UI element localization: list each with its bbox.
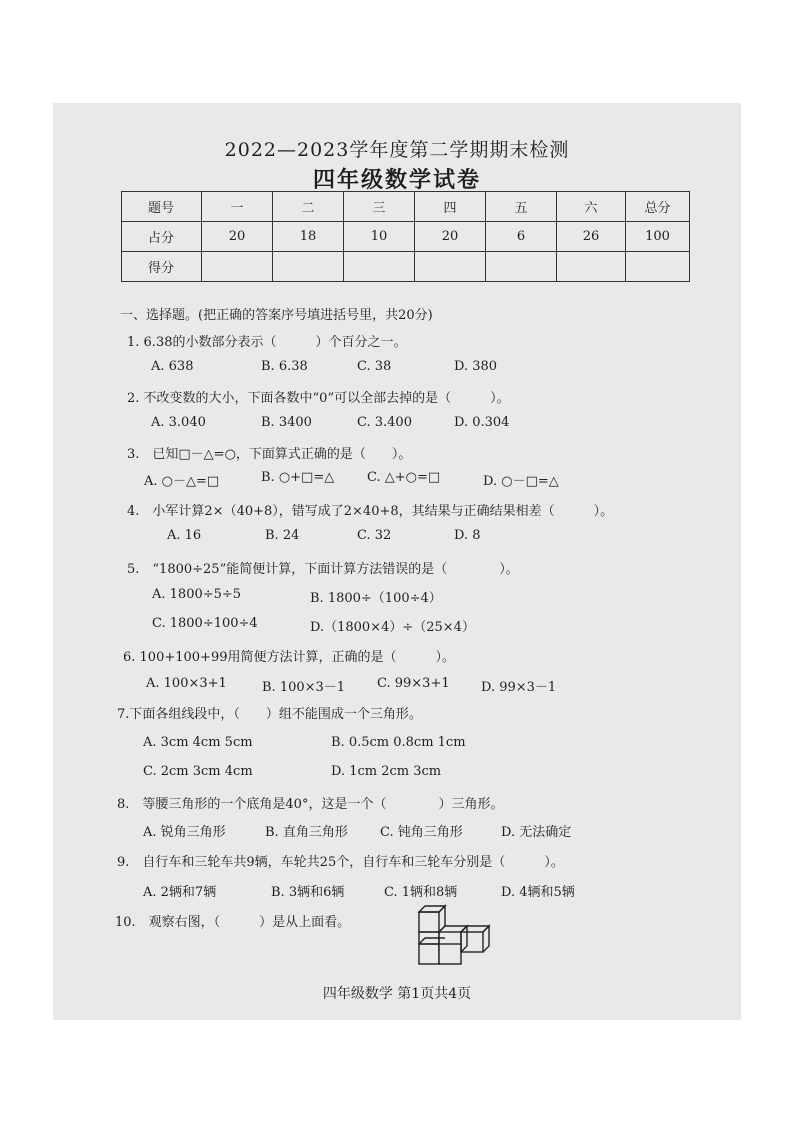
score-input-cell[interactable] bbox=[486, 252, 557, 282]
score-cell: 10 bbox=[344, 222, 415, 252]
score-cell: 一 bbox=[202, 192, 273, 222]
option-3c: C. △+○=□ bbox=[367, 470, 441, 485]
option-6c: C. 99×3+1 bbox=[377, 676, 450, 691]
option-2d: D. 0.304 bbox=[454, 415, 510, 430]
option-7c: C. 2cm 3cm 4cm bbox=[143, 764, 253, 779]
option-7a: A. 3cm 4cm 5cm bbox=[143, 735, 253, 750]
score-input-cell[interactable] bbox=[415, 252, 486, 282]
question-6: 6. 100+100+99用简便方法计算，正确的是（ ）。 bbox=[123, 650, 455, 665]
score-cell: 五 bbox=[486, 192, 557, 222]
score-cell: 6 bbox=[486, 222, 557, 252]
score-cell: 20 bbox=[415, 222, 486, 252]
exam-paper bbox=[53, 103, 741, 1020]
option-1c: C. 38 bbox=[357, 359, 392, 374]
option-1b: B. 6.38 bbox=[261, 359, 308, 374]
exam-title: 2022—2023学年度第二学期期末检测 bbox=[224, 139, 570, 161]
option-3b: B. ○+□=△ bbox=[261, 470, 335, 485]
option-9b: B. 3辆和6辆 bbox=[271, 885, 345, 900]
score-cell: 二 bbox=[273, 192, 344, 222]
option-3a: A. ○－△=□ bbox=[144, 474, 220, 489]
option-9d: D. 4辆和5辆 bbox=[501, 885, 575, 900]
score-table bbox=[121, 191, 690, 282]
score-cell: 20 bbox=[202, 222, 273, 252]
score-input-cell[interactable] bbox=[344, 252, 415, 282]
option-6b: B. 100×3－1 bbox=[262, 680, 346, 695]
option-2a: A. 3.040 bbox=[151, 415, 206, 430]
score-input-cell[interactable] bbox=[202, 252, 273, 282]
score-cell: 占分 bbox=[122, 222, 202, 252]
score-cell: 六 bbox=[557, 192, 626, 222]
option-2c: C. 3.400 bbox=[357, 415, 412, 430]
score-cell: 得分 bbox=[122, 252, 202, 282]
question-8: 8. 等腰三角形的一个底角是40°，这是一个（ ）三角形。 bbox=[117, 797, 504, 812]
score-cell: 总分 bbox=[626, 192, 690, 222]
option-5a: A. 1800÷5÷5 bbox=[152, 587, 242, 602]
option-2b: B. 3400 bbox=[261, 415, 312, 430]
option-6d: D. 99×3－1 bbox=[481, 680, 557, 695]
option-8c: C. 钝角三角形 bbox=[380, 825, 463, 840]
option-9a: A. 2辆和7辆 bbox=[143, 885, 217, 900]
option-5b: B. 1800÷（100÷4） bbox=[310, 591, 442, 606]
question-4: 4. 小军计算2×（40+8），错写成了2×40+8，其结果与正确结果相差（ ）。 bbox=[127, 504, 614, 519]
question-1: 1. 6.38的小数部分表示（ ）个百分之一。 bbox=[127, 335, 407, 350]
option-6a: A. 100×3+1 bbox=[146, 676, 227, 691]
option-7d: D. 1cm 2cm 3cm bbox=[331, 764, 442, 779]
score-cell: 26 bbox=[557, 222, 626, 252]
score-input-cell[interactable] bbox=[557, 252, 626, 282]
option-8b: B. 直角三角形 bbox=[265, 825, 348, 840]
score-input-cell[interactable] bbox=[626, 252, 690, 282]
question-7: 7.下面各组线段中，（ ）组不能围成一个三角形。 bbox=[117, 707, 422, 722]
score-input-cell[interactable] bbox=[273, 252, 344, 282]
option-4b: B. 24 bbox=[265, 528, 300, 543]
option-5d: D.（1800×4）÷（25×4） bbox=[310, 620, 475, 635]
score-table-row-points bbox=[122, 222, 690, 252]
score-cell: 18 bbox=[273, 222, 344, 252]
option-1a: A. 638 bbox=[151, 359, 194, 374]
exam-subtitle: 四年级数学试卷 bbox=[312, 167, 481, 193]
option-8a: A. 锐角三角形 bbox=[143, 825, 226, 840]
score-table-row-earned bbox=[122, 252, 690, 282]
option-9c: C. 1辆和8辆 bbox=[384, 885, 458, 900]
question-9: 9. 自行车和三轮车共9辆，车轮共25个，自行车和三轮车分别是（ ）。 bbox=[117, 855, 564, 870]
question-2: 2. 不改变数的大小，下面各数中“0”可以全部去掉的是（ ）。 bbox=[127, 391, 510, 406]
section-heading: 一、选择题。(把正确的答案序号填进括号里，共20分) bbox=[120, 308, 433, 323]
option-7b: B. 0.5cm 0.8cm 1cm bbox=[331, 735, 466, 750]
question-3: 3. 已知□－△=○，下面算式正确的是（ ）。 bbox=[127, 447, 412, 462]
score-cell: 四 bbox=[415, 192, 486, 222]
option-4a: A. 16 bbox=[167, 528, 202, 543]
score-cell: 三 bbox=[344, 192, 415, 222]
page-footer: 四年级数学 第1页共4页 bbox=[322, 986, 472, 1002]
option-5c: C. 1800÷100÷4 bbox=[152, 616, 258, 631]
option-3d: D. ○－□=△ bbox=[483, 474, 559, 489]
score-table-row-header bbox=[122, 192, 690, 222]
option-4c: C. 32 bbox=[357, 528, 392, 543]
option-1d: D. 380 bbox=[454, 359, 498, 374]
cube-stack-figure bbox=[413, 899, 503, 969]
option-4d: D. 8 bbox=[454, 528, 481, 543]
score-cell: 题号 bbox=[122, 192, 202, 222]
question-5: 5. “1800÷25”能简便计算，下面计算方法错误的是（ ）。 bbox=[127, 562, 519, 577]
score-cell: 100 bbox=[626, 222, 690, 252]
option-8d: D. 无法确定 bbox=[501, 825, 572, 840]
question-10: 10. 观察右图，（ ）是从上面看。 bbox=[115, 915, 351, 930]
